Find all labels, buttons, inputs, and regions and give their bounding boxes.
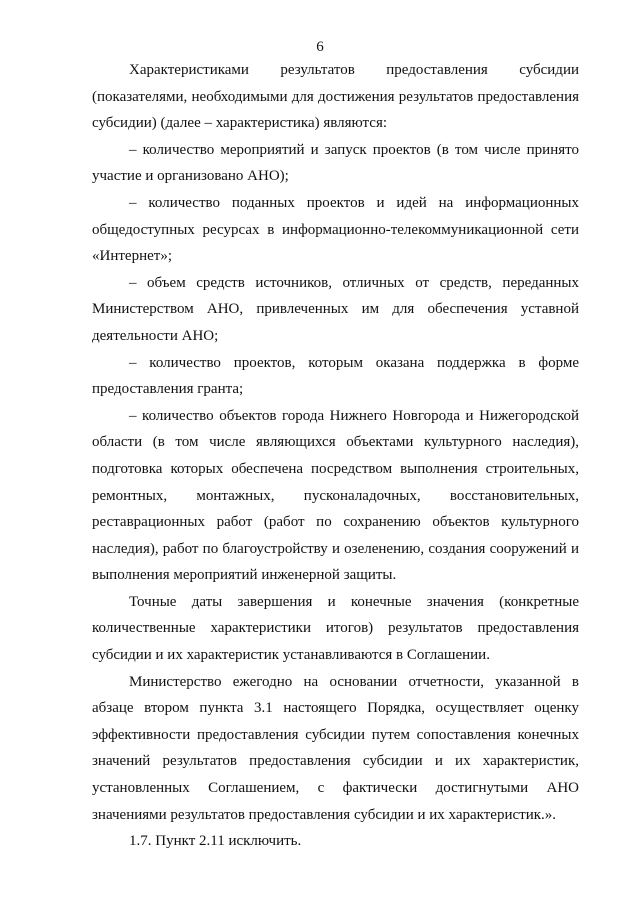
paragraph-city-objects: – количество объектов города Нижнего Новгорода и Нижегородской области (в том числе являющихся объектами культурного наследия), подготовка которых обеспечена посредством выполнения строительных, ремонтных, монтажных, пусконаладочных, восстановительных, реставрационных работ (работ по сохранению объектов культурного наследия), работ по благоустройству и озеленению, создания сооружений и выполнения мероприятий инженерной защиты.	[92, 407, 579, 584]
page-number: 6	[316, 39, 324, 55]
paragraph-grant-projects: – количество проектов, которым оказана поддержка в форме предоставления гранта;	[92, 354, 579, 398]
paragraph-submitted-projects: – количество поданных проектов и идей на информационных общедоступных ресурсах в информационно-телекоммуникационной сети «Интернет»;	[92, 194, 579, 265]
paragraph-clause-removal: 1.7. Пункт 2.11 исключить.	[129, 833, 302, 850]
paragraph-events-count: – количество мероприятий и запуск проектов (в том числе принято участие и организовано АНО);	[92, 141, 579, 185]
paragraph-other-sources-funds: – объем средств источников, отличных от средств, переданных Министерством АНО, привлеченных им для обеспечения уставной деятельности АНО;	[92, 274, 579, 344]
paragraph-dates-and-values: Точные даты завершения и конечные значения (конкретные количественные характеристики итогов) результатов предоставления субсидии и их характеристик устанавливаются в Соглашении.	[92, 593, 579, 664]
document-body	[92, 57, 579, 855]
paragraph-characteristics-intro: Характеристиками результатов предоставления субсидии (показателями, необходимыми для достижения результатов предоставления субсидии) (далее – характеристика) являются:	[92, 62, 579, 132]
paragraph-ministry-evaluation: Министерство ежегодно на основании отчетности, указанной в абзаце втором пункта 3.1 настоящего Порядка, осуществляет оценку эффективности предоставления субсидии путем сопоставления конечных значений результатов предоставления субсидии и их характеристик, установленных Соглашением, с фактически достигнутыми АНО значениями результатов предоставления субсидии и их характеристик.».	[92, 673, 579, 823]
